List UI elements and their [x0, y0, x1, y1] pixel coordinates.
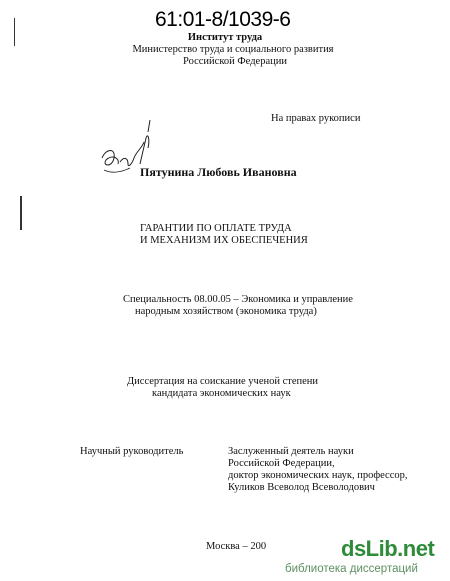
- degree-line-1: Диссертация на соискание ученой степени: [127, 376, 319, 387]
- institution-name: Институт труда: [187, 32, 263, 43]
- author-name: Пятунина Любовь Ивановна: [140, 165, 297, 179]
- supervisor-label: Научный руководитель: [80, 446, 184, 457]
- supervisor-line-1: Заслуженный деятель науки: [228, 446, 354, 457]
- ministry-line-2: Российской Федерации: [183, 56, 287, 67]
- dissertation-title: [140, 223, 308, 247]
- catalog-stamp-number: 61:01-8/1039-6: [155, 8, 291, 31]
- watermark-subtitle: библиотека диссертаций: [285, 563, 418, 575]
- supervisor-line-4: Куликов Всеволод Всеволодович: [228, 482, 375, 493]
- dslib-watermark[interactable]: [283, 536, 449, 580]
- supervisor-line-3: доктор экономических наук, профессор,: [228, 470, 408, 481]
- city-year: Москва – 200: [206, 541, 267, 552]
- watermark-brand: dsLib.net: [341, 536, 435, 561]
- rights-note: На правах рукописи: [271, 113, 361, 124]
- title-line-1: ГАРАНТИИ ПО ОПЛАТЕ ТРУДА: [140, 223, 292, 234]
- degree-block: [127, 376, 318, 400]
- specialty-line-1: Специальность 08.00.05 – Экономика и управление: [123, 294, 353, 305]
- ministry-line-1: Министерство труда и социального развития: [132, 44, 334, 55]
- scan-margin-line: [20, 196, 22, 230]
- supervisor-info: [228, 446, 407, 494]
- specialty-block: [123, 294, 353, 318]
- degree-line-2: кандидата экономических наук: [152, 388, 291, 399]
- supervisor-line-2: Российской Федерации,: [228, 458, 335, 469]
- specialty-line-2: народным хозяйством (экономика труда): [135, 306, 317, 317]
- title-line-2: И МЕХАНИЗМ ИХ ОБЕСПЕЧЕНИЯ: [140, 235, 308, 246]
